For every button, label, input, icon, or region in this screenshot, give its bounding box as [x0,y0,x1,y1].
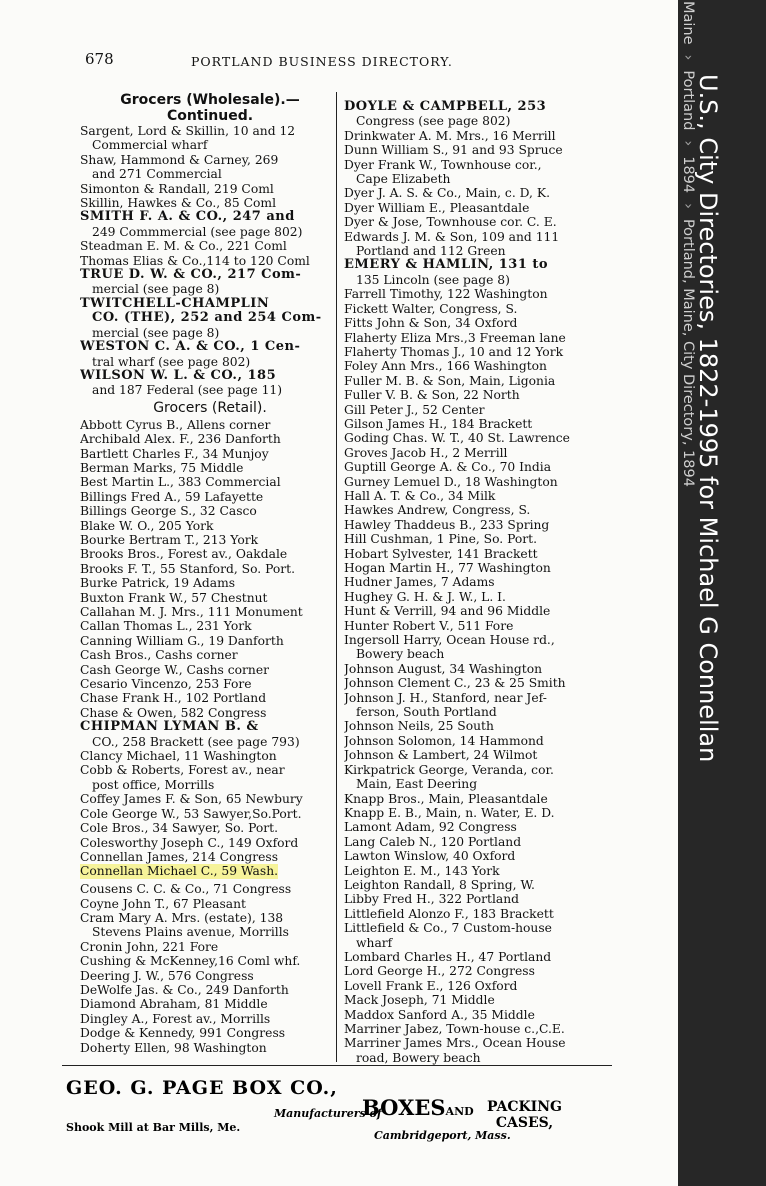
directory-entry: Flaherty Thomas J., 10 and 12 York [344,344,564,359]
directory-entry: Cushing & McKenney,16 Coml whf. [80,954,301,969]
directory-entry: Knapp Bros., Main, Pleasantdale [344,791,548,806]
ad-rule [62,1065,612,1066]
ad-packing-cases [487,1099,562,1131]
directory-entry: Gilson James H., 184 Brackett [344,416,533,431]
directory-entry: Commercial wharf [92,138,208,153]
section-heading-retail: Grocers (Retail). [153,399,267,416]
directory-entry: Dingley A., Forest av., Morrills [80,1011,271,1026]
ad-shook-mill: Shook Mill at Bar Mills, Me. [66,1121,241,1134]
directory-entry: Knapp E. B., Main, n. Water, E. D. [344,805,555,820]
chevron-right-icon: › [680,140,696,147]
directory-entry: Kirkpatrick George, Veranda, cor. [344,762,554,777]
directory-entry: TWITCHELL-CHAMPLIN [80,296,270,311]
ad-location: Cambridgeport, Mass. [374,1129,511,1142]
directory-entry: Maddox Sanford A., 35 Middle [344,1007,535,1022]
directory-entry: Fickett Walter, Congress, S. [344,301,518,316]
directory-entry: Billings Fred A., 59 Lafayette [80,489,264,504]
ad-packing: PACKING [487,1099,562,1115]
right-column [344,100,614,1065]
advertisement [62,1065,612,1175]
breadcrumb [680,1,696,487]
directory-entry: Blake W. O., 205 York [80,518,214,533]
breadcrumb-city[interactable]: Portland [680,70,696,131]
directory-entry: Hunter Robert V., 511 Fore [344,618,514,633]
directory-entry: Best Martin L., 383 Commercial [80,475,281,490]
highlight-match: Connellan Michael C., 59 Wash. [80,864,279,879]
directory-entry: Flaherty Eliza Mrs.,3 Freeman lane [344,330,566,345]
directory-entry: Skillin, Hawkes & Co., 85 Coml [80,196,277,211]
directory-entry: WESTON C. A. & CO., 1 Cen- [80,340,301,355]
ad-product: BOXES [362,1095,446,1120]
directory-entry: Stevens Plains avenue, Morrills [92,925,289,940]
directory-entry: Hawley Thaddeus B., 233 Spring [344,517,550,532]
breadcrumb-year[interactable]: 1894 [680,156,696,194]
directory-entry: Cash Bros., Cashs corner [80,648,238,663]
directory-entry: Billings George S., 32 Casco [80,504,257,519]
directory-entry: Foley Ann Mrs., 166 Washington [344,359,547,374]
directory-entry: WILSON W. L. & CO., 185 [80,368,277,383]
directory-entry: Berman Marks, 75 Middle [80,460,244,475]
directory-entry: Hall A. T. & Co., 34 Milk [344,488,496,503]
directory-entry: Deering J. W., 576 Congress [80,968,254,983]
directory-entry: Edwards J. M. & Son, 109 and 111 [344,229,560,244]
ad-boxes [362,1095,474,1120]
directory-entry: Cram Mary A. Mrs. (estate), 138 [80,910,284,925]
directory-entry: Coffey James F. & Son, 65 Newbury [80,792,303,807]
directory-entry: Bartlett Charles F., 34 Munjoy [80,446,269,461]
directory-entry: Lang Caleb N., 120 Portland [344,834,522,849]
page-number: 678 [85,50,114,68]
directory-entry: Littlefield Alonzo F., 183 Brackett [344,906,554,921]
directory-entry: Leighton E. M., 143 York [344,863,500,878]
directory-entry: mercial (see page 8) [92,282,220,297]
record-title: U.S., City Directories, 1822-1995 for Michael G Connellan [694,74,722,763]
directory-entry: Hudner James, 7 Adams [344,575,495,590]
directory-entry: Fuller M. B. & Son, Main, Ligonia [344,373,556,388]
page-title: PORTLAND BUSINESS DIRECTORY. [191,54,453,69]
directory-entry: Bowery beach [356,647,445,662]
directory-entry: 249 Commmercial (see page 802) [92,224,303,239]
directory-entry: Littlefield & Co., 7 Custom-house [344,921,552,936]
directory-entry: Cronin John, 221 Fore [80,939,219,954]
directory-entry: Mack Joseph, 71 Middle [344,993,495,1008]
directory-entry: Archibald Alex. F., 236 Danforth [80,432,281,447]
retail-entries [80,418,340,1055]
breadcrumb-state[interactable]: Maine [680,1,696,45]
ad-cases: CASES, [495,1115,554,1131]
directory-entry: 135 Lincoln (see page 8) [356,272,510,287]
directory-entry: Leighton Randall, 8 Spring, W. [344,877,535,892]
page-header [85,50,615,78]
directory-entry: ferson, South Portland [356,705,497,720]
ad-manufacturers: Manufacturers of [274,1107,382,1120]
ad-and: AND [445,1105,474,1118]
directory-entry: Steadman E. M. & Co., 221 Coml [80,239,287,254]
directory-entry: EMERY & HAMLIN, 131 to [344,258,549,273]
left-column [80,92,340,1055]
directory-entry: Congress (see page 802) [356,114,511,129]
directory-entry: Shaw, Hammond & Carney, 269 [80,152,279,167]
directory-entry: Clancy Michael, 11 Washington [80,749,277,764]
directory-entry: DOYLE & CAMPBELL, 253 [344,100,547,114]
directory-entry: Drinkwater A. M. Mrs., 16 Merrill [344,128,556,143]
directory-entry: Hogan Martin H., 77 Washington [344,561,551,575]
directory-entry: Brooks Bros., Forest av., Oakdale [80,547,288,562]
section-heading-continued: Continued. [166,108,254,124]
directory-entry: Groves Jacob H., 2 Merrill [344,445,508,460]
directory-entry: Canning William G., 19 Danforth [80,633,284,648]
directory-entry: Dyer Frank W., Townhouse cor., [344,157,542,172]
directory-entry: mercial (see page 8) [92,325,220,340]
directory-entry: Lovell Frank E., 126 Oxford [344,978,518,993]
directory-entry: Johnson August, 34 Washington [344,661,543,676]
directory-entry: post office, Morrills [92,777,215,792]
directory-entry: Cousens C. C. & Co., 71 Congress [80,882,292,897]
directory-entry: Fitts John & Son, 34 Oxford [344,316,518,331]
directory-entry: Johnson Clement C., 23 & 25 Smith [344,676,566,691]
directory-entry: road, Bowery beach [356,1050,481,1065]
directory-entry: Coyne John T., 67 Pleasant [80,896,246,911]
directory-entry: Hunt & Verrill, 94 and 96 Middle [344,604,551,619]
directory-entry: Cape Elizabeth [356,172,451,187]
directory-entry: Thomas Elias & Co.,114 to 120 Coml [80,253,310,268]
directory-entry: Diamond Abraham, 81 Middle [80,997,268,1012]
directory-entry: and 271 Commercial [92,167,222,182]
directory-entry: Gill Peter J., 52 Center [344,402,485,417]
directory-entry: wharf [356,935,393,950]
directory-entry: Callan Thomas L., 231 York [80,619,252,634]
directory-entry: Marriner James Mrs., Ocean House [344,1036,566,1051]
directory-entry: Farrell Timothy, 122 Washington [344,287,548,302]
directory-entry: Buxton Frank W., 57 Chestnut [80,590,268,605]
section-heading-wholesale: Grocers (Wholesale).— [120,92,300,108]
directory-entry: tral wharf (see page 802) [92,354,251,369]
directory-entry: Dodge & Kennedy, 991 Congress [80,1026,286,1041]
column-divider [336,92,337,1062]
directory-entry: Brooks F. T., 55 Stanford, So. Port. [80,561,295,576]
directory-entry: Dunn William S., 91 and 93 Spruce [344,143,563,158]
directory-entry: Dyer William E., Pleasantdale [344,200,530,215]
ad-company-name: GEO. G. PAGE BOX CO., [66,1077,338,1099]
directory-entry: Lamont Adam, 92 Congress [344,820,517,835]
directory-entry: Hughey G. H. & J. W., L. I. [344,589,506,604]
highlighted-listing [80,864,340,882]
directory-entry: Gurney Lemuel D., 18 Washington [344,474,558,489]
directory-entry: Portland and 112 Green [356,244,506,259]
directory-entry: CO., 258 Brackett (see page 793) [92,734,300,749]
directory-entry: Dyer & Jose, Townhouse cor. C. E. [344,215,557,230]
directory-entry: Cole George W., 53 Sawyer,So.Port. [80,806,302,821]
directory-entry: Dyer J. A. S. & Co., Main, c. D, K. [344,186,550,201]
directory-entry: Chase & Owen, 582 Congress [80,705,267,720]
directory-entry: Cash George W., Cashs corner [80,662,269,677]
record-sidebar [678,0,766,1186]
directory-entry: Guptill George A. & Co., 70 India [344,460,552,475]
directory-entry: Libby Fred H., 322 Portland [344,892,520,907]
directory-entry: Main, East Deering [356,777,478,792]
directory-entry: DeWolfe Jas. & Co., 249 Danforth [80,982,289,997]
directory-entry: Simonton & Randall, 219 Coml [80,181,274,196]
directory-entry: Connellan James, 214 Congress [80,849,279,864]
chevron-right-icon: › [680,54,696,61]
directory-entry: Cobb & Roberts, Forest av., near [80,763,285,778]
directory-entry: Johnson Neils, 25 South [344,719,494,734]
directory-entry: Burke Patrick, 19 Adams [80,576,236,591]
directory-entry: CO. (THE), 252 and 254 Com- [92,311,322,326]
directory-entry: Lawton Winslow, 40 Oxford [344,849,516,864]
directory-entry: Bourke Bertram T., 213 York [80,532,259,547]
directory-entry: Cesario Vincenzo, 253 Fore [80,677,252,692]
directory-entry: Chase Frank H., 102 Portland [80,691,267,706]
directory-entry: TRUE D. W. & CO., 217 Com- [80,268,302,283]
directory-entry: Colesworthy Joseph C., 149 Oxford [80,835,299,850]
breadcrumb-directory[interactable]: Portland, Maine, City Directory, 1894 [680,218,696,487]
directory-entry: Cole Bros., 34 Sawyer, So. Port. [80,821,279,836]
directory-entry: Goding Chas. W. T., 40 St. Lawrence [344,431,570,446]
chevron-right-icon: › [680,203,696,209]
directory-entry: Lombard Charles H., 47 Portland [344,949,552,964]
directory-entry: Johnson J. H., Stanford, near Jef- [344,690,547,705]
directory-entry: Hobart Sylvester, 141 Brackett [344,546,538,561]
wholesale-entries [80,124,340,398]
directory-entry: Callahan M. J. Mrs., 111 Monument [80,605,303,619]
directory-entry: Hill Cushman, 1 Pine, So. Port. [344,532,538,547]
directory-entry: Ingersoll Harry, Ocean House rd., [344,633,555,648]
directory-entry: Doherty Ellen, 98 Washington [80,1040,267,1055]
directory-entry: Lord George H., 272 Congress [344,964,535,979]
directory-entry: Johnson & Lambert, 24 Wilmot [344,748,538,763]
directory-entry: Marriner Jabez, Town-house c.,C.E. [344,1022,565,1036]
directory-entry: Fuller V. B. & Son, 22 North [344,388,520,403]
directory-entry: and 187 Federal (see page 11) [92,383,283,398]
directory-entry: CHIPMAN LYMAN B. & [80,720,259,735]
directory-entry: Abbott Cyrus B., Allens corner [80,417,271,432]
directory-entry: Johnson Solomon, 14 Hammond [344,733,544,748]
directory-entry: SMITH F. A. & CO., 247 and [80,210,295,225]
directory-entry: Hawkes Andrew, Congress, S. [344,503,531,518]
directory-entry: Sargent, Lord & Skillin, 10 and 12 [80,124,296,138]
